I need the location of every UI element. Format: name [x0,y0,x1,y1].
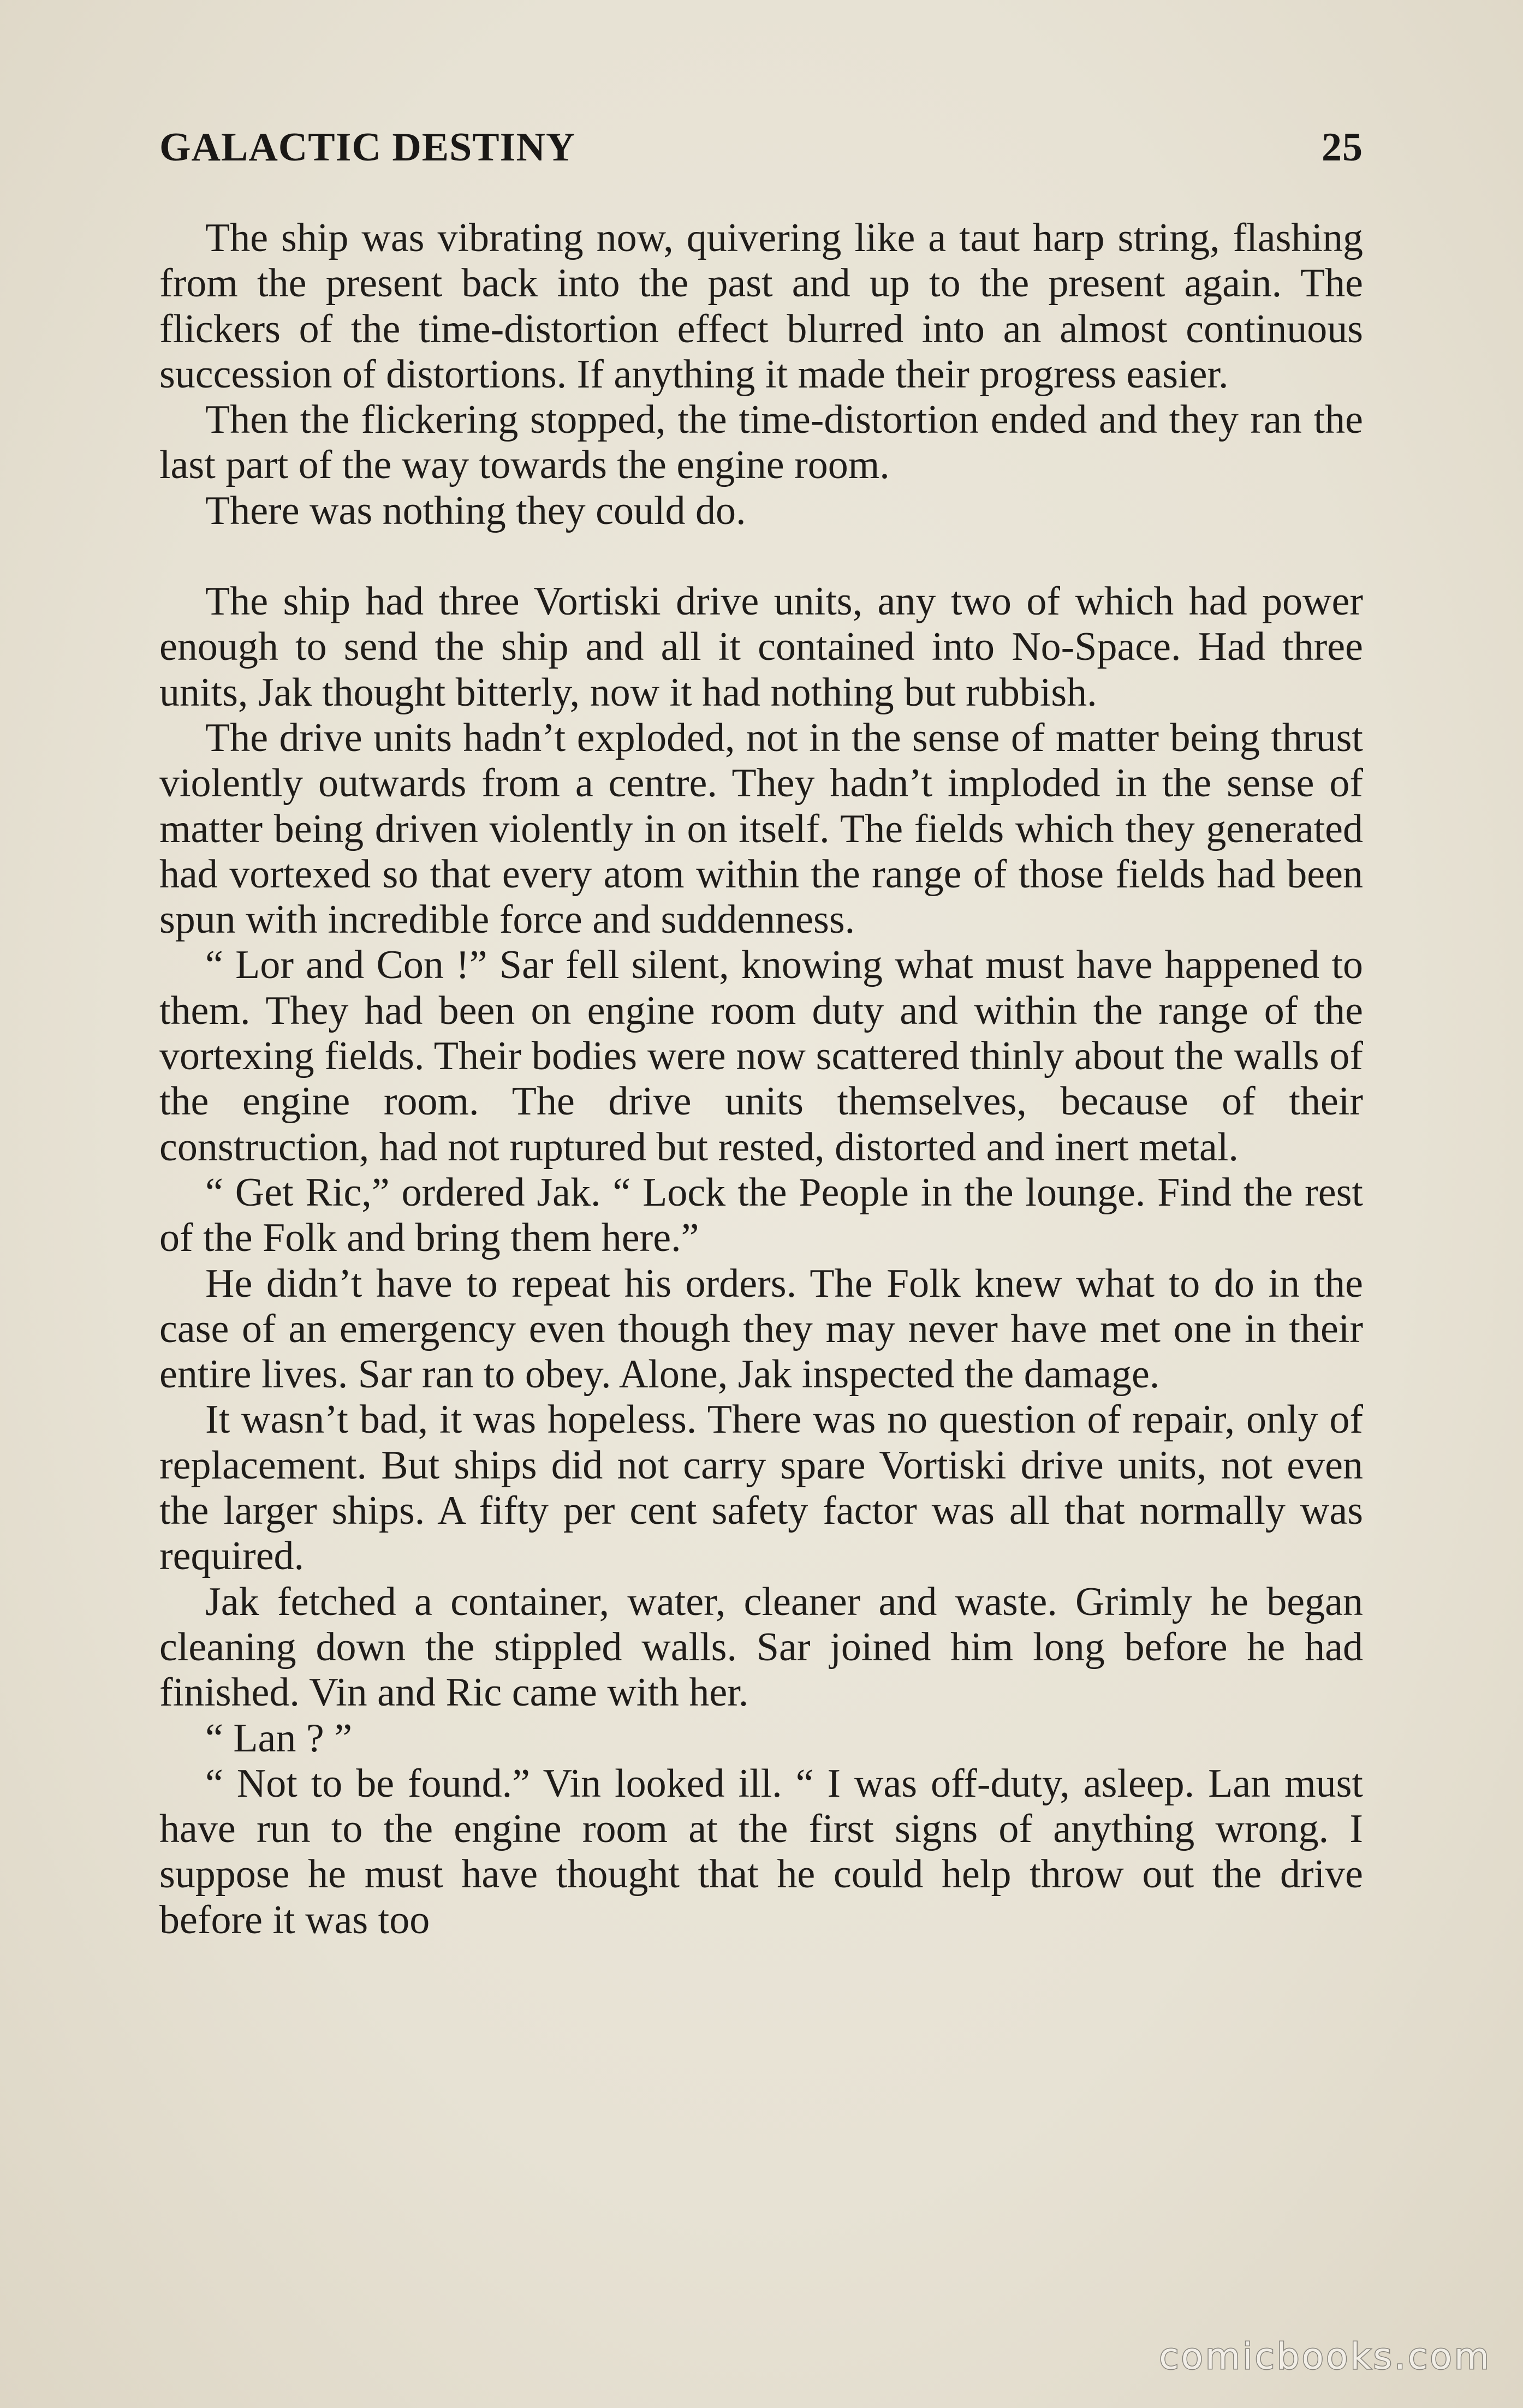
paragraph: The ship had three Vortiski drive units, any two of which had power enough to send the ship and all it contained into No-Space. Had three units, Jak thought bitterly, now it had nothing but rubbish. [159,579,1363,715]
running-title: GALACTIC DESTINY [159,125,576,170]
paragraph: The drive units hadn’t exploded, not in the sense of matter being thrust violently outwards from a centre. They hadn’t imploded in the sense of matter being driven violently in on itself. The fields which they generated had vortexed so that every atom within the range of those fields had been spun with incredible force and suddenness. [159,715,1363,943]
paragraph: He didn’t have to repeat his orders. The Folk knew what to do in the case of an emergency even though they may never have met one in their entire lives. Sar ran to obey. Alone, Jak inspected the damage. [159,1261,1363,1397]
paragraph: Jak fetched a container, water, cleaner and waste. Grimly he began cleaning down the stippled walls. Sar joined him long before he had finished. Vin and Ric came with her. [159,1579,1363,1715]
paragraph: “ Get Ric,” ordered Jak. “ Lock the People in the lounge. Find the rest of the Folk and bring them here.” [159,1170,1363,1261]
paragraph: There was nothing they could do. [205,488,746,533]
paragraph: “ Not to be found.” Vin looked ill. “ I was off-duty, asleep. Lan must have run to the engine room at the first signs of anything wrong. I suppose he must have thought that he could help throw out the drive before it was too [159,1761,1363,1942]
page-number: 25 [1322,125,1363,170]
paragraph: Then the flickering stopped, the time-distortion ended and they ran the last part of the way towards the engine room. [159,397,1363,488]
watermark: comicbooks.com [1159,2335,1491,2377]
paragraph: “ Lan ? ” [205,1715,353,1761]
body-text [159,216,1363,1943]
paragraph: The ship was vibrating now, quivering like a taut harp string, flashing from the present back into the past and up to the present again. The flickers of the time-distortion effect blurred into an almost continuous succession of distortions. If anything it made their progress easier. [159,216,1363,397]
paragraph: It wasn’t bad, it was hopeless. There was no question of repair, only of replacement. But ships did not carry spare Vortiski drive units, not even the larger ships. A fifty per cent safety factor was all that normally was required. [159,1397,1363,1579]
running-header [159,124,1363,179]
paragraph: “ Lor and Con !” Sar fell silent, knowing what must have happened to them. They had been on engine room duty and within the range of the vortexing fields. Their bodies were now scattered thinly about the walls of the engine room. The drive units themselves, because of their construction, had not ruptured but rested, distorted and inert metal. [159,943,1363,1170]
